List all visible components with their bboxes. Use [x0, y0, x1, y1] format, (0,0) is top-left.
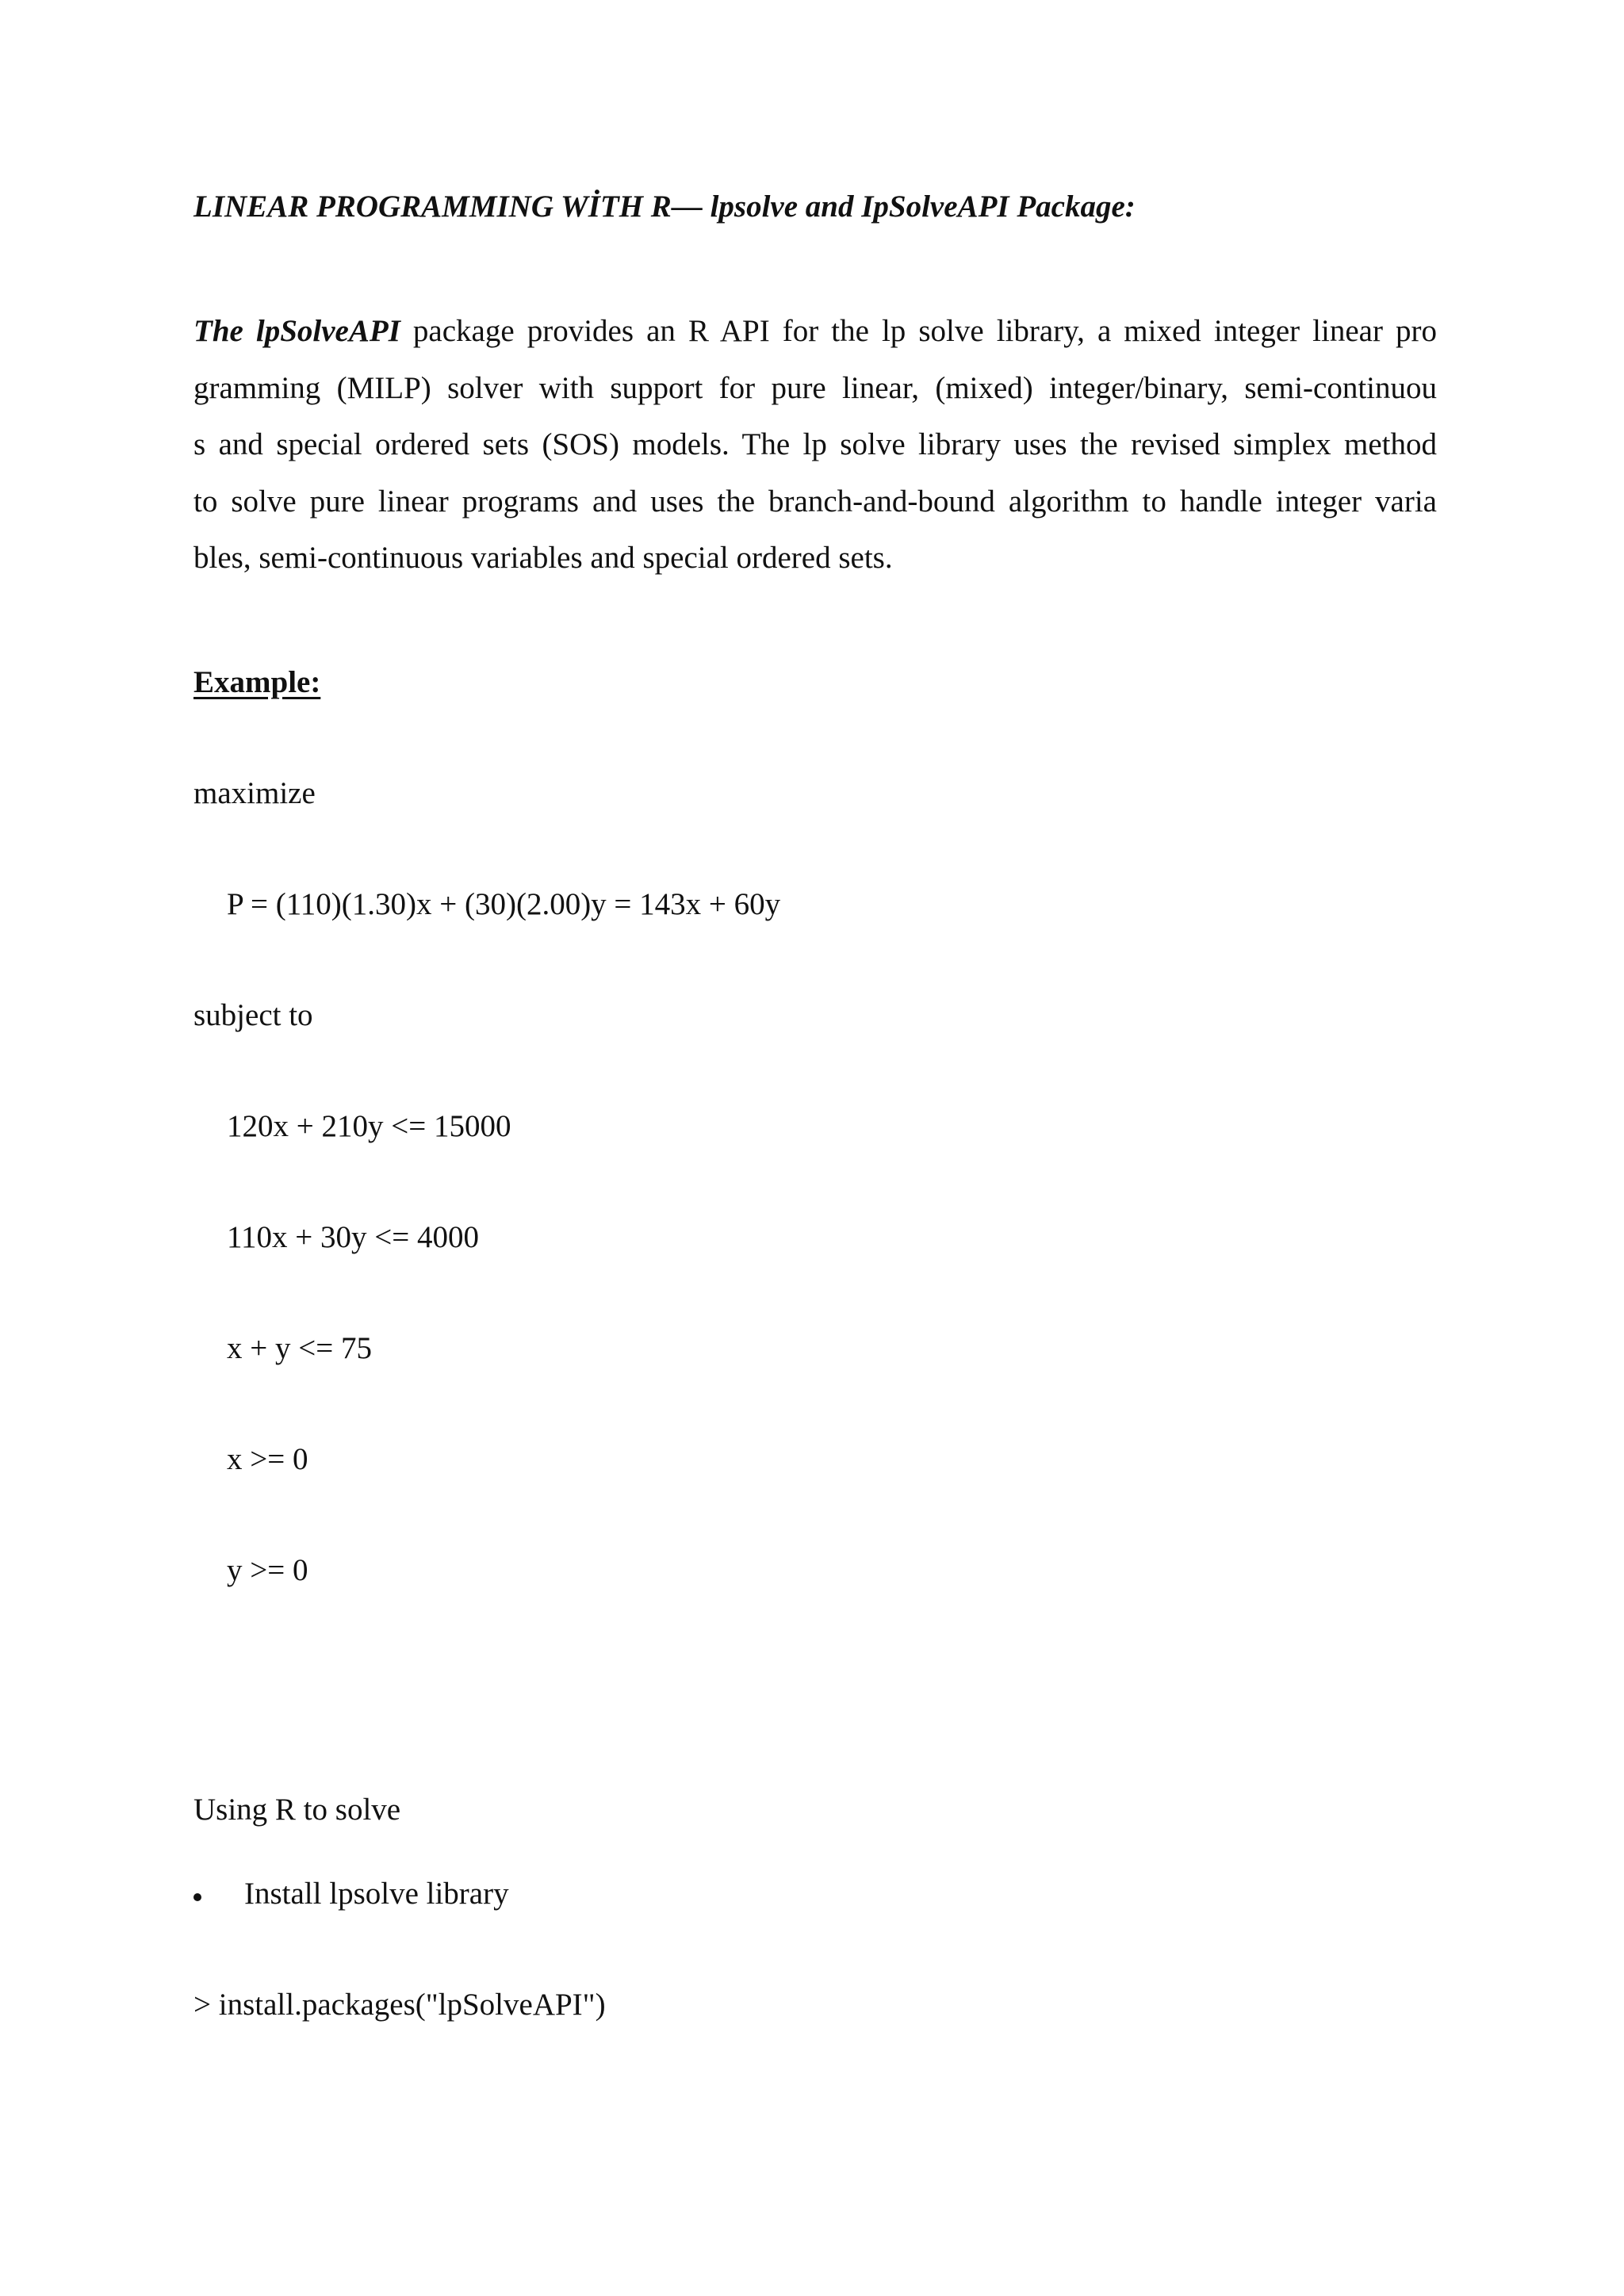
constraint-2: 110x + 30y <= 4000 [227, 1220, 480, 1254]
document-title: LINEAR PROGRAMMING WİTH R— lpsolve and IpSolveAPI Package: [193, 189, 1136, 224]
constraint-4: x >= 0 [227, 1442, 308, 1476]
maximize-label: maximize [193, 776, 316, 810]
constraint-1: 120x + 210y <= 15000 [227, 1109, 511, 1143]
constraint-5: y >= 0 [227, 1553, 308, 1587]
intro-line-4: to solve pure linear programs and uses the branch-and-bound algorithm to handle integer varia [193, 484, 1437, 519]
install-command: > install.packages("lpSolveAPI") [193, 1988, 606, 2022]
example-heading: Example: [193, 665, 321, 699]
subject-to-label: subject to [193, 998, 313, 1032]
intro-line-3: s and special ordered sets (SOS) models. The lp solve library uses the revised simplex method [193, 427, 1437, 461]
bullet-icon [193, 1893, 201, 1901]
intro-lead: The lpSolveAPI [193, 314, 400, 348]
objective-function: P = (110)(1.30)x + (30)(2.00)y = 143x + 60y [227, 887, 781, 921]
intro-line-5: bles, semi-continuous variables and special ordered sets. [193, 541, 893, 575]
constraint-3: x + y <= 75 [227, 1331, 372, 1365]
bullet-item-install: Install lpsolve library [244, 1877, 509, 1911]
intro-line-2: gramming (MILP) solver with support for pure linear, (mixed) integer/binary, semi-continuou [193, 370, 1437, 405]
intro-line-1-text: package provides an R API for the lp solve library, a mixed integer linear pro [400, 314, 1437, 348]
intro-line-1 [193, 303, 1437, 360]
using-r-label: Using R to solve [193, 1793, 401, 1827]
intro-paragraph [193, 303, 1437, 587]
